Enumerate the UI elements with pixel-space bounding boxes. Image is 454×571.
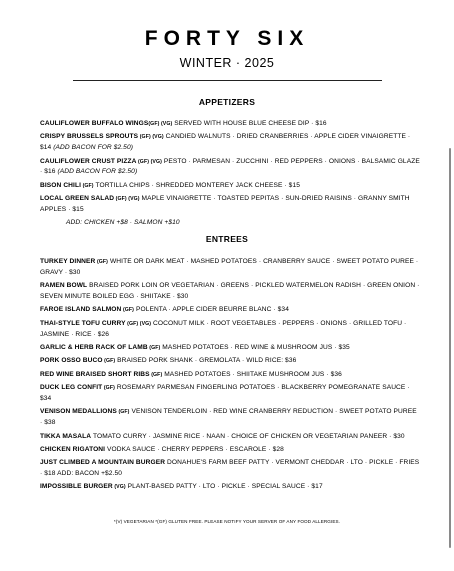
menu-item [40, 383, 420, 405]
menu-item [40, 281, 420, 303]
menu-item-name: IMPOSSIBLE BURGER [40, 483, 113, 491]
menu-item-description: WHITE OR DARK MEAT · MASHED POTATOES · CRANBERRY SAUCE · SWEET POTATO PUREE · GRAVY · $30 [40, 258, 419, 276]
menu-item [40, 119, 420, 130]
menu-item-description: MAPLE VINAIGRETTE · TOASTED PEPITAS · SUN-DRIED RAISINS · GRANNY SMITH APPLES · $15 [40, 195, 410, 213]
dietary-tag: (GF) (VG) [138, 134, 164, 141]
menu-item-name: RED WINE BRAISED SHORT RIBS [40, 370, 150, 378]
menu-item-name: PORK OSSO BUCO [40, 357, 103, 365]
menu-item-name: TIKKA MASALA [40, 432, 92, 440]
menu-item-description: DONAHUE'S FARM BEEF PATTY · VERMONT CHEDDAR · LTO · PICKLE · FRIES · $18 ADD: BACON +$2.50 [40, 459, 420, 478]
menu-item-description: BRAISED PORK LOIN OR VEGETARIAN · GREENS · PICKLED WATERMELON RADISH · GREEN ONION · SEVEN MINUTE BOILED EGG · SHIITAKE · $30 [40, 282, 420, 300]
dietary-tag: (GF) [102, 358, 116, 365]
menu-item [40, 132, 420, 154]
menu-item [40, 157, 420, 179]
dietary-tag: (GF) [149, 371, 163, 378]
menu-item [40, 257, 420, 279]
entrees-list [40, 257, 420, 496]
menu-item-name: CAULIFLOWER BUFFALO WINGS [40, 120, 149, 127]
menu-item-name: FAROE ISLAND SALMON [40, 306, 122, 314]
menu-item-name: CHICKEN RIGATONI [40, 445, 106, 453]
menu-item-name: RAMEN BOWL [40, 282, 88, 290]
menu-item [40, 482, 420, 493]
entrees-heading: ENTREES [205, 234, 249, 244]
menu-item [40, 305, 420, 316]
menu-item [40, 356, 420, 367]
menu-item [40, 432, 420, 443]
menu-item-description: COCONUT MILK · ROOT VEGETABLES · PEPPERS · ONIONS · GRILLED TOFU · JASMINE · RICE · $26 [40, 319, 407, 338]
menu-item [40, 343, 420, 354]
appetizers-list [40, 119, 420, 229]
menu-item [40, 319, 420, 341]
dietary-tag: (GF) (VG) [114, 196, 140, 203]
menu-item [40, 370, 420, 381]
menu-item [40, 181, 420, 192]
menu-item-name: THAI-STYLE TOFU CURRY [40, 319, 126, 327]
menu-item [40, 458, 420, 480]
menu-item-description: POLENTA · APPLE CIDER BEURRE BLANC · $34 [134, 306, 289, 314]
dietary-tag: (GF) (VG) [136, 158, 162, 165]
menu-season: WINTER · 2025 [179, 56, 275, 70]
menu-item-description: TORTILLA CHIPS · SHREDDED MONTEREY JACK CHEESE · $15 [93, 181, 300, 189]
menu-item-description: MASHED POTATOES · RED WINE & MUSHROOM JUS · $35 [160, 343, 350, 351]
dietary-tag: (GF) (VG) [125, 320, 152, 327]
protein-addon-note: ADD: CHICKEN +$8 · SALMON +$10 [66, 219, 180, 227]
dietary-tag: (GF) [121, 307, 135, 314]
dietary-tag: (GF) [81, 182, 94, 189]
menu-item-description: MASHED POTATOES · SHIITAKE MUSHROOM JUS · $36 [162, 370, 342, 378]
dietary-tag: (GF) [147, 344, 161, 351]
menu-item-description: SERVED WITH HOUSE BLUE CHEESE DIP · $16 [172, 120, 327, 127]
header-divider [73, 80, 382, 81]
menu-item-addon: (ADD BACON FOR $2.50) [57, 168, 138, 176]
menu-item-name: BISON CHILI [40, 181, 82, 189]
dietary-tag: (GF) [102, 385, 115, 392]
scrollbar[interactable] [449, 148, 451, 548]
dietary-tag: (VG) [112, 484, 126, 491]
menu-item-description: VODKA SAUCE · CHERRY PEPPERS · ESCAROLE · $28 [105, 445, 284, 453]
allergy-note: *(V) VEGETARIAN *(GF) GLUTEN FREE. PLEASE NOTIFY YOUR SERVER OF ANY FOOD ALLERGIES. [113, 519, 341, 524]
menu-item-description: PESTO · PARMESAN · ZUCCHINI · RED PEPPERS · ONIONS · BALSAMIC GLAZE · $16 [40, 157, 420, 176]
menu-item-name: DUCK LEG CONFIT [40, 384, 103, 392]
dietary-tag: (GF) (VG) [148, 121, 173, 127]
menu-item-description: PLANT-BASED PATTY · LTO · PICKLE · SPECIAL SAUCE · $17 [125, 483, 323, 491]
menu-item [40, 194, 420, 216]
menu-item-name: CAULIFLOWER CRUST PIZZA [40, 157, 137, 165]
menu-item-addon: (ADD BACON FOR $2.50) [53, 144, 134, 152]
menu-item-name: JUST CLIMBED A MOUNTAIN BURGER [40, 459, 166, 467]
menu-item-description: BRAISED PORK SHANK · GREMOLATA · WILD RICE: $36 [115, 357, 297, 365]
menu-item-description: ROSEMARY PARMESAN FINGERLING POTATOES · BLACKBERRY POMEGRANATE SAUCE · $34 [40, 384, 410, 402]
menu-item-name: LOCAL GREEN SALAD [40, 195, 115, 203]
menu-item-description: VENISON TENDERLOIN · RED WINE CRANBERRY REDUCTION · SWEET POTATO PUREE · $38 [40, 408, 417, 427]
appetizers-heading: APPETIZERS [198, 97, 256, 107]
menu-item [40, 407, 420, 429]
menu-item [40, 445, 420, 456]
menu-item-description: CANDIED WALNUTS · DRIED CRANBERRIES · APPLE CIDER VINAIGRETTE · $14 [40, 133, 411, 152]
menu-item-name: GARLIC & HERB RACK OF LAMB [40, 343, 148, 351]
dietary-tag: (GF) [116, 409, 130, 416]
menu-item-name: CRISPY BRUSSELS SPROUTS [40, 133, 139, 141]
menu-title: FORTY SIX [144, 27, 310, 50]
menu-item-name: TURKEY DINNER [40, 258, 96, 265]
dietary-tag: (GF) [95, 259, 109, 265]
menu-item-description: TOMATO CURRY · JASMINE RICE · NAAN · CHOICE OF CHICKEN OR VEGETARIAN PANEER · $30 [91, 432, 405, 440]
menu-item-name: VENISON MEDALLIONS [40, 408, 117, 416]
